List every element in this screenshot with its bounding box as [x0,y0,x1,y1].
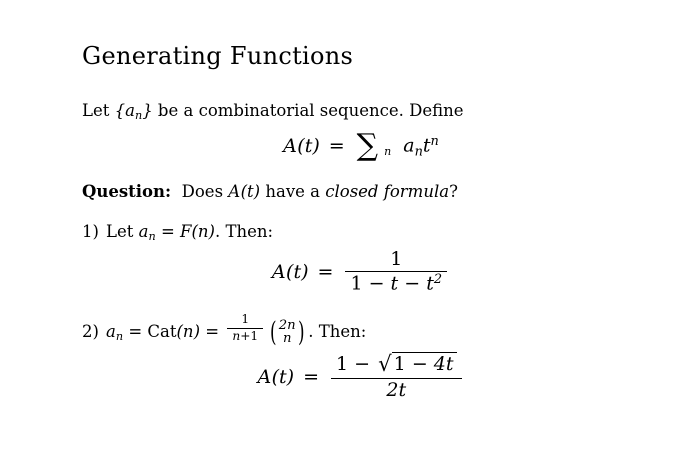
question-label: Question: [82,182,172,202]
num-part-2: − [354,353,371,376]
intro-rest: be a combinatorial sequence. Define [152,101,464,120]
definition-term-var: t [422,134,431,157]
item-2-equation-row [257,352,464,401]
item-1-equals: = [160,221,175,241]
item-2-big-fraction [331,352,462,401]
intro-sequence-sub: n [134,109,143,123]
summation [356,128,392,164]
binom-bottom: n [282,331,292,347]
den-part-1: 1 [350,272,363,295]
item-1-text [106,222,273,243]
item-1-func-arg: (n) [191,221,215,241]
definition-lhs-arg: (t) [297,135,320,158]
item-2-a: a [106,321,116,341]
den-part-6: 2 [433,271,443,287]
item-2-number: 2) [82,321,99,341]
intro-prefix: Let [82,101,115,120]
item-1-formula-lhs-arg: (t) [286,260,309,283]
item-2-frac-den [227,329,263,344]
item-2-suffix: . Then: [308,321,367,341]
den-part-3: t [390,272,399,295]
item-1-a-sub: n [148,229,156,243]
item-2-denominator [331,379,462,401]
paren-right: ) [297,316,305,348]
square-root [376,352,456,377]
intro-sequence-open: {a [114,101,135,120]
item-2-frac-den-n: n [232,328,241,343]
item-2-text [106,313,366,346]
intro-sequence-close: } [142,101,153,120]
list-item [82,313,640,346]
item-2-catalan-arg: (n) [176,321,201,341]
den-part-2: − [368,272,385,295]
binomial-coefficient [266,316,308,348]
definition-term-sub: n [414,143,423,159]
paren-left: ( [270,316,277,348]
item-2-formula-lhs-arg: (t) [271,365,295,388]
item-2-formula-lhs-symbol: A [257,365,272,388]
list-item [82,222,640,243]
item-2-equals: = [128,321,143,341]
intro-paragraph [82,100,640,123]
item-2-formula-equals: = [303,365,319,388]
item-2-equals-2: = [205,321,220,341]
definition-term [403,134,439,159]
item-1-prefix: Let [106,221,139,241]
radicand-part-1: 1 [393,353,406,376]
item-1-number: 1) [82,221,99,241]
question-emphasis: closed formula [325,182,450,202]
item-2-denominator-value: 2t [386,379,407,402]
item-1-formula-equals: = [317,260,334,283]
den-part-5: t [426,272,434,295]
definition-term-base: a [403,134,415,157]
den-part-4: − [404,272,421,295]
question-paragraph [82,181,640,203]
item-1-denominator [345,272,447,295]
question-cal: A [228,182,241,202]
definition-lhs [283,135,320,157]
item-2-numerator [331,352,462,379]
item-1-suffix: . Then: [214,221,274,241]
question-text-before: Does [181,182,229,202]
radicand-part-2: − [411,353,428,376]
page-title: Generating Functions [82,42,354,70]
item-1-fraction [345,249,447,295]
item-1-numerator: 1 [345,249,447,272]
question-text-after: ? [449,182,458,202]
definition-lhs-symbol: A [283,135,298,158]
item-1-formula-lhs-symbol: A [271,260,287,283]
definition-term-sup: n [430,133,439,149]
item-1-formula [82,249,640,295]
definition-equals: = [328,135,345,158]
radicand-part-3: 4t [433,353,454,376]
item-2-catalan: Cat [147,321,177,341]
item-2-frac-den-plus1: +1 [240,328,259,343]
radical-icon: √ [378,352,392,378]
summation-index: n [384,145,392,159]
radicand [392,352,457,375]
question-text-mid: have a [260,182,326,202]
item-2-formula [82,352,640,401]
definition-equation-row [283,128,439,164]
num-part-1: 1 [336,353,349,376]
item-1-equation-row [272,249,450,295]
item-1-func: F [180,221,192,241]
item-1-formula-lhs [272,261,309,283]
item-2-formula-lhs [257,366,294,388]
item-2-frac-num: 1 [227,313,263,329]
binom-stack [279,319,296,346]
definition-formula [82,128,640,164]
item-1-a: a [138,221,149,241]
question-arg: (t) [240,182,261,202]
sigma-icon: ∑ [356,128,379,164]
binom-top: 2n [278,317,296,333]
item-2-fraction [227,313,263,343]
item-2-a-sub: n [115,330,124,344]
